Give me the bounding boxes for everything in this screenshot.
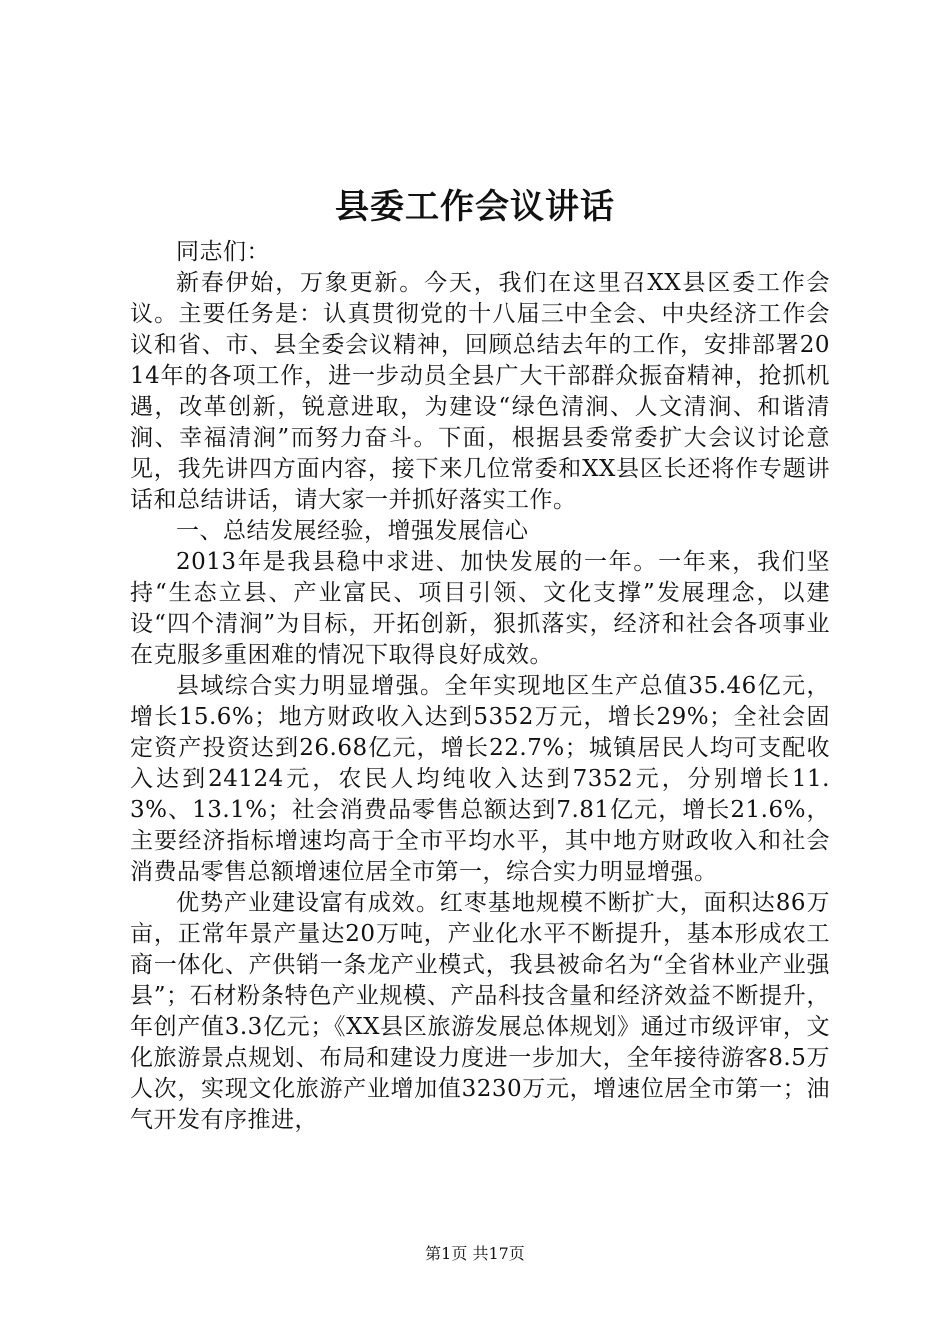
- paragraph-salutation: 同志们：: [176, 239, 270, 265]
- document-title: 县委工作会议讲话: [335, 187, 615, 227]
- paragraph-industry: 优势产业建设富有成效。红枣基地规模不断扩大，面积达86万亩，正常年景产量达20万吨，产业化水平不断提升，基本形成农工商一体化、产供销一条龙产业模式，我县被命名为“全省林业产业强县”；石材粉条特色产业规模、产品科技含量和经济效益不断提升，年创产值3.3亿元；《XX县区旅游发展总体规划》通过市级评审，文化旅游景点规划、布局和建设力度进一步加大，全年接待游客8.5万人次，实现文化旅游产业增加值3230万元，增速位居全市第一；油气开发有序推进，: [130, 890, 830, 1133]
- page-footer: 第1页 共17页: [425, 1244, 525, 1263]
- paragraph-opening: 新春伊始，万象更新。今天，我们在这里召XX县区委工作会议。主要任务是：认真贯彻党的十八届三中全会、中央经济工作会议和省、市、县全委会议精神，回顾总结去年的工作，安排部署2014年的各项工作，进一步动员全县广大干部群众振奋精神，抢抓机遇，改革创新，锐意进取，为建设“绿色清涧、人文清涧、和谐清涧、幸福清涧”而努力奋斗。下面，根据县委常委扩大会议讨论意见，我先讲四方面内容，接下来几位常委和XX县区长还将作专题讲话和总结讲话，请大家一并抓好落实工作。: [130, 270, 830, 513]
- paragraph-2013-summary: 2013年是我县稳中求进、加快发展的一年。一年来，我们坚持“生态立县、产业富民、项目引领、文化支撑”发展理念，以建设“四个清涧”为目标，开拓创新，狠抓落实，经济和社会各项事业在克服多重困难的情况下取得良好成效。: [130, 549, 830, 668]
- document-body: [130, 237, 830, 1136]
- paragraph-county-strength: 县域综合实力明显增强。全年实现地区生产总值35.46亿元，增长15.6%；地方财政收入达到5352万元，增长29%；全社会固定资产投资达到26.68亿元，增长22.7%；城镇居民人均可支配收入达到24124元，农民人均纯收入达到7352元，分别增长11.3%、13.1%；社会消费品零售总额达到7.81亿元，增长21.6%，主要经济指标增速均高于全市平均水平，其中地方财政收入和社会消费品零售总额增速位居全市第一，综合实力明显增强。: [130, 673, 830, 885]
- section-heading-1: 一、总结发展经验，增强发展信心: [176, 518, 529, 544]
